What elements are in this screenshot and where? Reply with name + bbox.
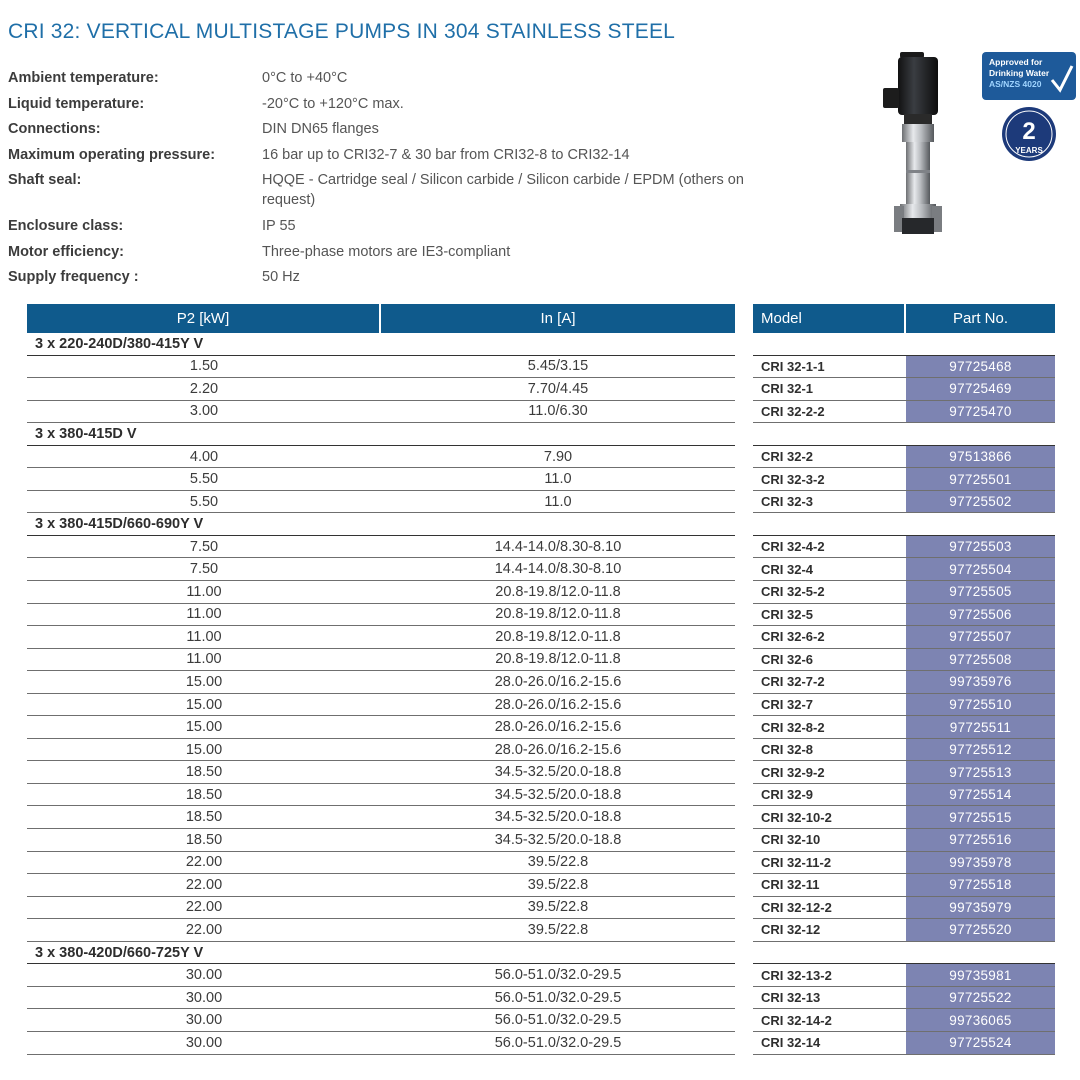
current-cell: 7.70/4.45 [527,380,589,397]
part-number-cell: 97725470 [906,401,1055,423]
p2-cell: 4.00 [189,448,219,465]
part-number-cell: 99736065 [906,1009,1055,1031]
current-cell: 11.0/6.30 [528,403,588,420]
table-row [27,378,735,401]
model-cell: CRI 32-12 [761,922,821,938]
p2-cell: 2.20 [189,380,219,397]
current-cell: 11.0 [544,493,572,510]
table-row [27,897,735,920]
part-number-cell: 97725511 [906,716,1055,738]
current-cell: 39.5/22.8 [527,899,589,916]
table-row [27,1032,735,1055]
group-spacer [753,513,1055,536]
spec-label: Maximum operating pressure: [8,146,216,163]
table-row [753,536,1055,559]
model-cell: CRI 32-2 [761,449,814,464]
specifications-list [8,68,768,293]
part-number-cell: 97725515 [906,806,1055,828]
table-row [753,401,1055,424]
group-spacer [753,423,1055,446]
table-row [753,919,1055,942]
current-cell: 28.0-26.0/16.2-15.6 [494,673,622,690]
table-row [27,401,735,424]
current-cell: 34.5-32.5/20.0-18.8 [494,809,622,826]
table-row [753,558,1055,581]
drinking-water-approval-badge [982,52,1076,100]
model-cell: CRI 32-5 [761,606,814,622]
page-title: CRI 32: VERTICAL MULTISTAGE PUMPS IN 304 STAINLESS STEEL [8,20,676,43]
part-number-cell: 97725513 [906,761,1055,783]
header-part-no: Part No. [952,310,1009,327]
table-row [753,1009,1055,1032]
spec-label: Shaft seal: [8,172,82,189]
model-cell: CRI 32-1-1 [761,358,825,374]
current-cell: 28.0-26.0/16.2-15.6 [494,741,622,758]
spec-row [8,170,768,210]
part-number-cell: 97725502 [906,491,1055,513]
table-row [27,806,735,829]
current-cell: 28.0-26.0/16.2-15.6 [494,696,622,713]
table-row [753,806,1055,829]
p2-cell: 18.50 [185,786,223,803]
p2-cell: 18.50 [185,764,223,781]
table-row [753,468,1055,491]
model-cell: CRI 32-12-2 [761,899,832,915]
group-spacer [753,333,1055,356]
model-cell: CRI 32-4-2 [761,539,825,555]
table-row [27,739,735,762]
table-row [753,649,1055,672]
table-row [753,356,1055,379]
table-row [27,468,735,491]
part-number-cell: 97725501 [906,468,1055,490]
spec-label: Ambient temperature: [8,70,159,86]
model-cell: CRI 32-10 [761,832,821,848]
table-row [753,761,1055,784]
badge-line-2: Drinking Water [989,68,1050,78]
voltage-group-label: 3 x 220-240D/380-415Y V [27,333,735,356]
table-row [753,987,1055,1010]
model-cell: CRI 32-10-2 [761,809,832,825]
badge-line-1: Approved for [989,57,1043,67]
table-row [753,874,1055,897]
table-row [753,716,1055,739]
table-row [753,739,1055,762]
table-row [753,897,1055,920]
table-row [753,671,1055,694]
current-cell: 39.5/22.8 [527,921,589,938]
current-cell: 11.0 [544,471,572,488]
p2-cell: 7.50 [189,538,219,555]
current-cell: 56.0-51.0/32.0-29.5 [494,989,622,1006]
current-cell: 28.0-26.0/16.2-15.6 [494,719,622,736]
spec-row [8,267,768,287]
spec-value: 50 Hz [262,269,300,286]
p2-cell: 22.00 [185,921,223,938]
voltage-group-label: 3 x 380-415D/660-690Y V [27,513,735,536]
part-number-cell: 97725518 [906,874,1055,896]
table-row [27,829,735,852]
model-cell: CRI 32-9 [761,787,814,803]
model-cell: CRI 32-7 [761,697,814,713]
part-number-cell: 99735976 [906,671,1055,693]
p2-cell: 11.00 [186,651,222,668]
table-row [27,581,735,604]
part-number-cell: 97513866 [906,446,1055,468]
spec-label: Connections: [8,121,101,138]
p2-cell: 30.00 [185,967,223,984]
part-number-cell: 97725506 [906,604,1055,626]
badge-line-3: AS/NZS 4020 [989,79,1042,89]
current-cell: 14.4-14.0/8.30-8.10 [494,538,622,555]
part-number-cell: 97725503 [906,536,1055,558]
current-cell: 34.5-32.5/20.0-18.8 [494,764,622,781]
spec-row [8,145,768,165]
spec-value: Three-phase motors are IE3-compliant [262,243,511,260]
current-cell: 39.5/22.8 [527,854,589,871]
table-row [753,491,1055,514]
table-row [27,964,735,987]
model-cell: CRI 32-8-2 [761,719,825,735]
table-row [27,784,735,807]
table-row [753,378,1055,401]
model-cell: CRI 32-3 [761,494,814,510]
part-number-cell: 97725516 [906,829,1055,851]
model-cell: CRI 32-5-2 [761,584,825,600]
current-cell: 14.4-14.0/8.30-8.10 [494,561,622,578]
table-row [27,716,735,739]
current-cell: 20.8-19.8/12.0-11.8 [495,606,621,623]
part-number-cell: 97725514 [906,784,1055,806]
part-number-cell: 97725504 [906,558,1055,580]
part-number-cell: 97725524 [906,1032,1055,1054]
header-model: Model [753,304,906,333]
table-row [27,604,735,627]
part-number-cell: 97725507 [906,626,1055,648]
table-row [753,446,1055,469]
spec-value: -20°C to +120°C max. [262,95,404,112]
part-number-cell: 97725510 [906,694,1055,716]
p2-cell: 22.00 [185,876,223,893]
part-number-cell: 97725522 [906,987,1055,1009]
table-row [27,852,735,875]
p2-cell: 5.50 [189,493,219,510]
spec-label: Supply frequency : [8,269,139,286]
p2-cell: 11.00 [186,628,222,645]
current-cell: 20.8-19.8/12.0-11.8 [495,583,621,600]
current-cell: 20.8-19.8/12.0-11.8 [495,651,621,668]
part-number-cell: 97725520 [906,919,1055,941]
current-cell: 20.8-19.8/12.0-11.8 [495,628,621,645]
p2-cell: 30.00 [185,1012,223,1029]
model-cell: CRI 32-1 [761,381,814,397]
table-row [27,761,735,784]
spec-row [8,68,768,88]
table-row [27,649,735,672]
p2-cell: 18.50 [185,831,223,848]
pump-product-image [880,52,942,236]
part-number-cell: 97725512 [906,739,1055,761]
table-row [27,536,735,559]
table-row [27,626,735,649]
table-row [27,558,735,581]
model-cell: CRI 32-7-2 [761,674,825,690]
p2-cell: 7.50 [189,561,219,578]
spec-label: Motor efficiency: [8,243,125,260]
current-cell: 34.5-32.5/20.0-18.8 [494,831,622,848]
spec-label: Enclosure class: [8,217,124,234]
table-row [27,919,735,942]
model-part-table [753,304,1055,1055]
part-number-cell: 99735978 [906,852,1055,874]
part-number-cell: 99735981 [906,964,1055,986]
model-cell: CRI 32-13-2 [761,967,832,983]
model-cell: CRI 32-9-2 [761,764,825,780]
years-number: 2 [1022,118,1036,145]
p2-cell: 30.00 [185,1034,223,1051]
p2-cell: 22.00 [185,899,223,916]
current-cell: 56.0-51.0/32.0-29.5 [494,1012,622,1029]
model-cell: CRI 32-6 [761,651,814,667]
table-row [753,829,1055,852]
p2-cell: 30.00 [185,989,223,1006]
table-row [753,784,1055,807]
spec-row [8,94,768,114]
table-row [27,694,735,717]
table-row [27,356,735,379]
part-number-cell: 97725469 [906,378,1055,400]
current-cell: 56.0-51.0/32.0-29.5 [494,967,622,984]
current-cell: 7.90 [543,448,573,465]
spec-row [8,119,768,139]
model-cell: CRI 32-11-2 [761,854,832,870]
voltage-group-label: 3 x 380-420D/660-725Y V [27,942,735,965]
p2-cell: 15.00 [185,696,223,713]
p2-cell: 11.00 [186,606,222,623]
model-cell: CRI 32-2-2 [761,403,825,419]
spec-value: 16 bar up to CRI32-7 & 30 bar from CRI32-8 to CRI32-14 [262,146,630,163]
electrical-table-header [27,304,735,333]
current-cell: 34.5-32.5/20.0-18.8 [494,786,622,803]
table-row [753,604,1055,627]
table-row [27,491,735,514]
years-label: YEARS [1015,146,1043,155]
p2-cell: 5.50 [189,471,219,488]
spec-value: DIN DN65 flanges [262,121,379,138]
table-row [753,852,1055,875]
group-spacer [753,942,1055,965]
table-row [27,446,735,469]
p2-cell: 18.50 [185,809,223,826]
current-cell: 5.45/3.15 [527,358,589,375]
table-row [27,671,735,694]
p2-cell: 22.00 [185,854,223,871]
model-cell: CRI 32-11 [761,877,820,893]
part-number-cell: 97725508 [906,649,1055,671]
p2-cell: 1.50 [189,358,219,375]
current-cell: 56.0-51.0/32.0-29.5 [494,1034,622,1051]
model-table-header [753,304,1055,333]
table-row [753,626,1055,649]
voltage-group-label: 3 x 380-415D V [27,423,735,446]
p2-cell: 15.00 [185,673,223,690]
spec-value: HQQE - Cartridge seal / Silicon carbide / Silicon carbide / EPDM (others on request) [262,172,744,209]
p2-cell: 11.00 [186,583,222,600]
model-cell: CRI 32-4 [761,561,814,577]
table-row [27,987,735,1010]
p2-cell: 3.00 [189,403,219,420]
p2-cell: 15.00 [185,741,223,758]
part-number-cell: 99735979 [906,897,1055,919]
spec-value: IP 55 [262,217,296,234]
p2-cell: 15.00 [185,719,223,736]
table-row [27,874,735,897]
model-cell: CRI 32-6-2 [761,629,825,645]
table-row [753,581,1055,604]
table-row [753,964,1055,987]
model-cell: CRI 32-3-2 [761,471,825,487]
model-cell: CRI 32-13 [761,990,821,1006]
part-number-cell: 97725468 [906,356,1055,378]
model-cell: CRI 32-8 [761,742,814,758]
spec-row [8,216,768,236]
table-row [753,694,1055,717]
electrical-data-table [27,304,735,1055]
spec-label: Liquid temperature: [8,95,145,112]
two-year-warranty-badge [1001,106,1057,162]
spec-row [8,242,768,262]
table-row [27,1009,735,1032]
header-p2: P2 [kW] [27,304,381,333]
current-cell: 39.5/22.8 [527,876,589,893]
header-in: In [A] [540,310,576,327]
table-row [753,1032,1055,1055]
model-cell: CRI 32-14 [761,1035,821,1051]
model-cell: CRI 32-14-2 [761,1012,832,1028]
part-number-cell: 97725505 [906,581,1055,603]
spec-value: 0°C to +40°C [262,70,348,86]
